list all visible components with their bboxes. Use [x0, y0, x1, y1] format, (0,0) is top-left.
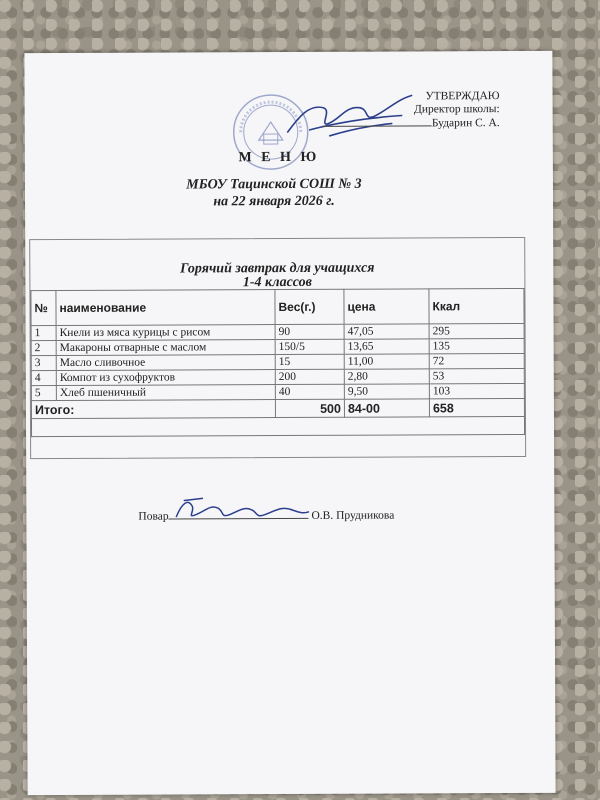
col-header-number: № — [31, 291, 56, 326]
row-weight: 15 — [275, 354, 344, 369]
total-kcal: 658 — [429, 398, 524, 416]
row-name: Хлеб пшеничный — [56, 385, 275, 401]
row-name: Масло сливочное — [56, 355, 275, 371]
approval-director-name: Бударин С. А. — [431, 117, 500, 130]
row-number: 4 — [31, 371, 56, 386]
page-title: М Е Н Ю — [238, 149, 320, 166]
approval-block — [322, 90, 500, 131]
table-subtitle: 1-4 классов — [242, 274, 312, 291]
row-number: 2 — [31, 341, 56, 356]
table-empty-row — [31, 416, 524, 436]
total-weight: 500 — [275, 399, 344, 417]
row-name: Компот из сухофруктов — [56, 370, 275, 386]
menu-date: на 22 января 2026 г. — [213, 193, 335, 210]
row-kcal: 72 — [429, 353, 524, 368]
col-header-weight: Вес(г.) — [275, 289, 344, 324]
menu-table-box — [29, 237, 526, 459]
cook-label: Повар — [138, 510, 169, 523]
approval-heading: УТВЕРЖДАЮ — [425, 90, 500, 103]
row-name: Макароны отварные с маслом — [56, 340, 275, 356]
row-kcal: 103 — [429, 383, 524, 398]
col-header-kcal: Ккал — [429, 288, 524, 323]
row-weight: 150/5 — [275, 339, 344, 354]
cook-signature-line — [169, 508, 309, 520]
row-weight: 40 — [275, 384, 344, 399]
row-price: 9,50 — [344, 384, 429, 399]
school-name: МБОУ Тацинской СОШ № 3 — [186, 176, 362, 193]
menu-table — [30, 288, 525, 437]
total-label: Итого: — [31, 400, 275, 419]
table-title: Горячий завтрак для учащихся — [180, 260, 375, 277]
row-number: 3 — [31, 356, 56, 371]
row-kcal: 53 — [429, 368, 524, 383]
row-kcal: 135 — [429, 338, 524, 353]
row-price: 47,05 — [344, 324, 429, 339]
menu-sheet — [24, 51, 555, 795]
col-header-price: цена — [344, 289, 429, 324]
row-price: 2,80 — [344, 369, 429, 384]
cook-name: О.В. Прудникова — [311, 509, 395, 522]
table-header-row — [31, 288, 524, 325]
cook-block — [138, 508, 394, 523]
row-price: 11,00 — [344, 354, 429, 369]
row-kcal: 295 — [429, 323, 524, 338]
approval-position: Директор школы: — [413, 103, 500, 116]
table-total-row — [31, 398, 524, 418]
approval-signature-line — [322, 116, 432, 126]
row-number: 5 — [31, 386, 56, 401]
row-number: 1 — [31, 326, 56, 341]
row-weight: 200 — [275, 369, 344, 384]
row-weight: 90 — [275, 324, 344, 339]
row-name: Кнели из мяса курицы с рисом — [56, 325, 275, 341]
total-price: 84-00 — [344, 399, 429, 417]
col-header-name: наименование — [56, 290, 275, 326]
row-price: 13,65 — [344, 339, 429, 354]
